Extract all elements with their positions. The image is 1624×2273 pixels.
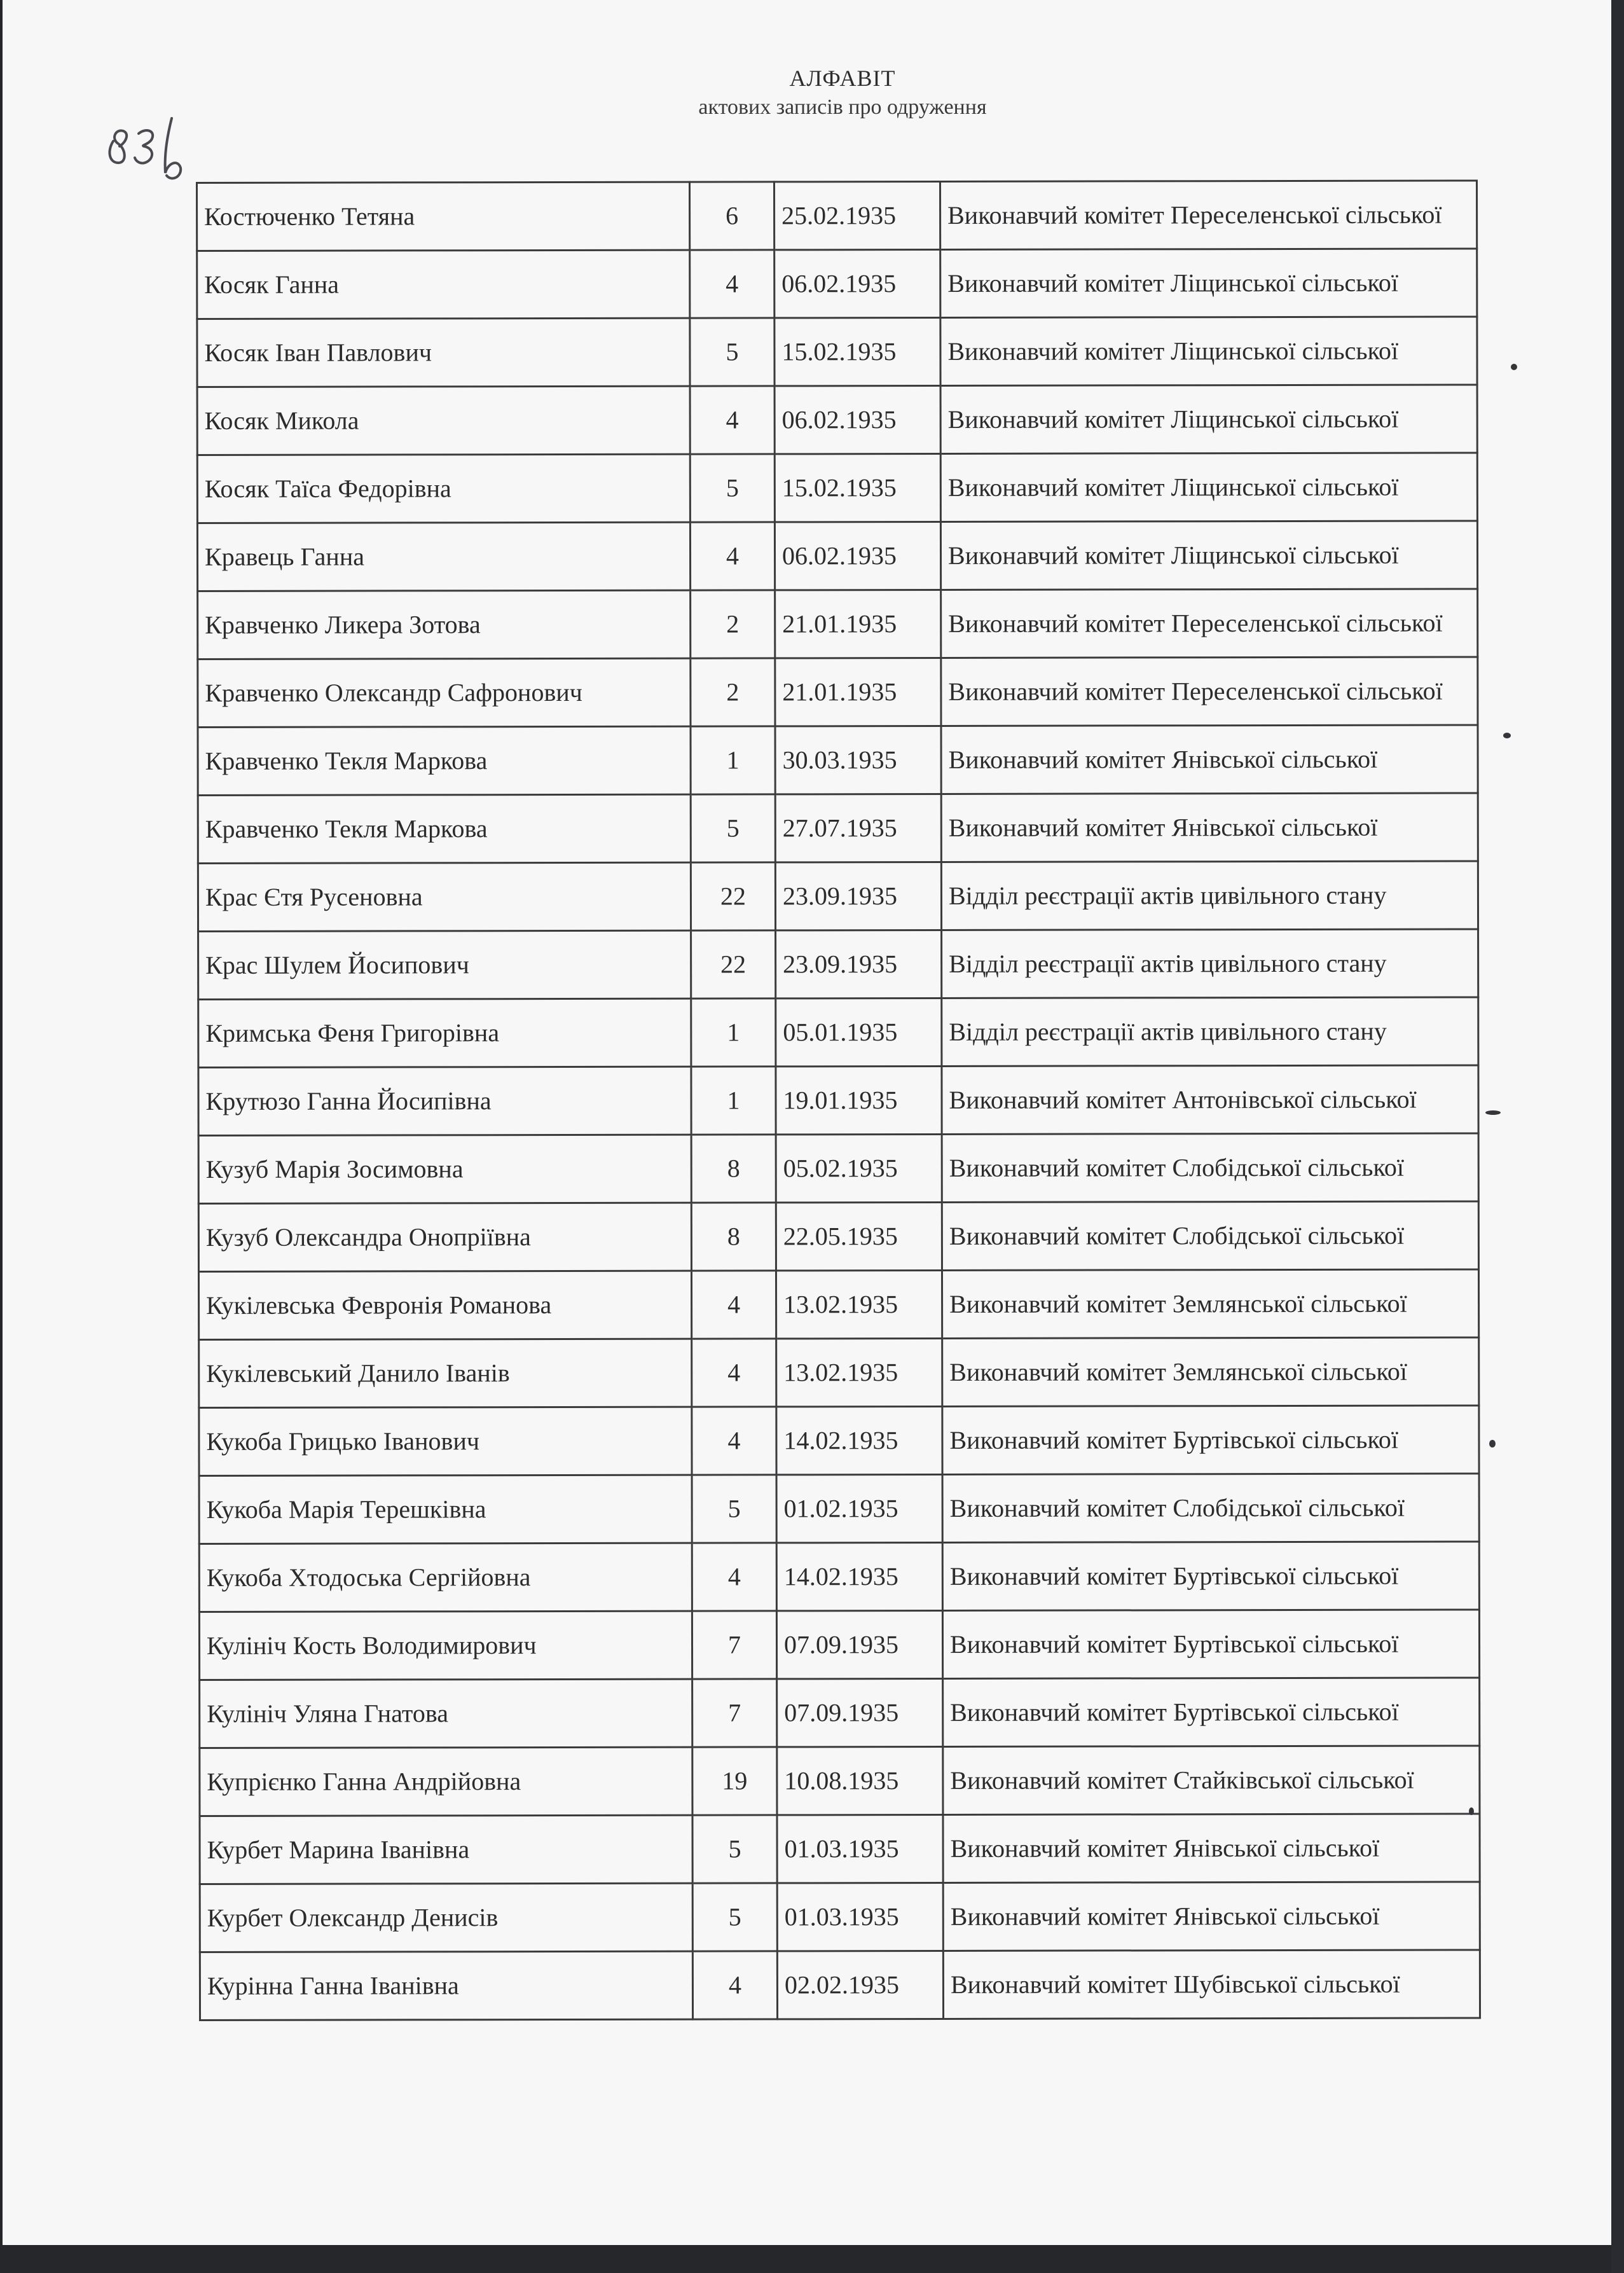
record-number: 19: [692, 1747, 777, 1815]
table-row: [197, 249, 1477, 319]
record-name: Крутюзо Ганна Йосипівна: [198, 1067, 691, 1135]
record-date: 25.02.1935: [774, 181, 940, 249]
record-date: 22.05.1935: [776, 1202, 942, 1270]
record-office: Виконавчий комітет Землянської сільської: [942, 1337, 1479, 1406]
record-date: 06.02.1935: [774, 522, 940, 590]
record-name: Курбет Олександр Денисів: [200, 1883, 692, 1952]
record-office: Виконавчий комітет Ліщинської сільської: [940, 521, 1477, 590]
record-name: Кукілевський Данило Іванів: [199, 1339, 692, 1407]
record-date: 10.08.1935: [777, 1746, 943, 1814]
record-name: Кравченко Олександр Сафронович: [198, 658, 691, 727]
table-row: [200, 1950, 1480, 2021]
document-title: АЛФАВІТ: [789, 66, 896, 91]
table-row: [199, 1337, 1479, 1408]
table-row: [199, 1406, 1479, 1476]
record-office: Виконавчий комітет Ліщинської сільської: [940, 249, 1477, 317]
record-date: 07.09.1935: [777, 1678, 943, 1746]
record-date: 01.03.1935: [777, 1883, 943, 1951]
handwritten-folio-number: [102, 114, 203, 210]
record-name: Купрієнко Ганна Андрійовна: [200, 1747, 692, 1816]
record-number: 7: [692, 1679, 777, 1747]
record-office: Виконавчий комітет Переселенської сільської: [940, 181, 1477, 249]
record-number: 22: [691, 930, 776, 998]
record-office: Виконавчий комітет Янівської сільської: [943, 1882, 1480, 1951]
record-number: 8: [691, 1203, 776, 1271]
record-number: 5: [692, 1883, 777, 1951]
record-number: 4: [690, 250, 774, 318]
table-row: [197, 521, 1477, 591]
record-name: Кравченко Текля Маркова: [198, 794, 691, 863]
record-date: 02.02.1935: [777, 1951, 943, 2019]
record-date: 05.02.1935: [776, 1134, 942, 1202]
record-office: Виконавчий комітет Янівської сільської: [943, 1814, 1480, 1883]
record-number: 5: [692, 1475, 776, 1543]
record-date: 01.03.1935: [777, 1814, 943, 1883]
table-row: [199, 1610, 1479, 1680]
record-date: 06.02.1935: [774, 385, 940, 453]
record-date: 27.07.1935: [775, 794, 941, 862]
record-number: 2: [691, 658, 775, 726]
record-name: Косяк Іван Павлович: [197, 318, 690, 387]
record-number: 4: [690, 522, 774, 590]
record-number: 1: [691, 726, 775, 794]
table-row: [197, 385, 1477, 455]
table-row: [197, 453, 1477, 523]
record-office: Виконавчий комітет Янівської сільської: [941, 793, 1478, 862]
record-date: 13.02.1935: [776, 1270, 942, 1338]
table-row: [198, 1201, 1478, 1272]
table-row: [198, 1133, 1478, 1204]
record-name: Косяк Ганна: [197, 250, 690, 319]
table-row: [197, 181, 1477, 251]
record-number: 22: [691, 862, 775, 930]
record-number: 4: [692, 1951, 777, 2019]
record-date: 07.09.1935: [776, 1610, 942, 1678]
scan-speck: [1469, 1807, 1474, 1815]
record-office: Виконавчий комітет Буртівської сільської: [942, 1406, 1479, 1474]
record-office: Відділ реєстрації актів цивільного стану: [941, 861, 1478, 930]
record-date: 23.09.1935: [776, 930, 942, 998]
record-office: Виконавчий комітет Ліщинської сільської: [940, 453, 1477, 522]
record-name: Костюченко Тетяна: [197, 182, 690, 251]
table-row: [198, 657, 1478, 728]
record-name: Кукоба Грицько Іванович: [199, 1407, 692, 1475]
record-name: Кулініч Уляна Гнатова: [200, 1679, 692, 1748]
scan-speck: [1511, 364, 1517, 370]
record-office: Виконавчий комітет Ліщинської сільської: [940, 385, 1477, 453]
record-date: 14.02.1935: [776, 1406, 942, 1474]
record-office: Виконавчий комітет Антонівської сільської: [942, 1065, 1478, 1134]
record-name: Кравець Ганна: [197, 522, 690, 591]
record-number: 5: [691, 794, 775, 862]
record-number: 8: [691, 1135, 776, 1203]
marriage-records-table: [196, 179, 1481, 2021]
record-office: Виконавчий комітет Слобідської сільської: [942, 1201, 1478, 1270]
record-date: 21.01.1935: [775, 658, 941, 726]
record-number: 4: [692, 1339, 776, 1407]
record-name: Кузуб Олександра Онопріївна: [198, 1203, 691, 1271]
record-name: Кулініч Кость Володимирович: [199, 1611, 692, 1680]
table-row: [198, 861, 1478, 932]
record-office: Виконавчий комітет Стайківської сільської: [943, 1746, 1480, 1814]
table-row: [198, 1269, 1478, 1340]
record-office: Виконавчий комітет Буртівської сільської: [943, 1678, 1480, 1746]
record-office: Відділ реєстрації актів цивільного стану: [942, 929, 1478, 998]
record-date: 30.03.1935: [775, 726, 941, 794]
table-row: [198, 929, 1478, 1000]
record-office: Виконавчий комітет Слобідської сільської: [942, 1474, 1479, 1542]
record-date: 21.01.1935: [775, 590, 941, 658]
record-number: 4: [690, 386, 774, 454]
record-office: Виконавчий комітет Янівської сільської: [941, 725, 1478, 794]
record-number: 5: [690, 454, 774, 522]
scan-speck: [1489, 1440, 1496, 1447]
table-row: [198, 1065, 1478, 1136]
record-date: 05.01.1935: [776, 998, 942, 1066]
record-date: 15.02.1935: [774, 317, 940, 385]
record-number: 5: [690, 318, 774, 386]
record-name: Кримська Феня Григорівна: [198, 998, 691, 1067]
record-date: 13.02.1935: [776, 1338, 942, 1406]
record-number: 1: [691, 998, 776, 1067]
record-name: Кравченко Ликера Зотова: [198, 590, 691, 659]
record-office: Виконавчий комітет Переселенської сільської: [941, 589, 1478, 658]
record-date: 14.02.1935: [776, 1542, 942, 1610]
record-date: 15.02.1935: [774, 453, 940, 522]
scan-speck: [1485, 1110, 1501, 1115]
record-name: Косяк Таїса Федорівна: [197, 454, 690, 523]
record-date: 01.02.1935: [776, 1474, 942, 1542]
record-name: Крас Шулем Йосипович: [198, 930, 691, 999]
record-name: Кукілевська Февронія Романова: [198, 1271, 691, 1339]
record-office: Виконавчий комітет Буртівської сільської: [942, 1542, 1479, 1610]
record-office: Виконавчий комітет Буртівської сільської: [942, 1610, 1479, 1678]
table-row: [198, 793, 1478, 864]
record-number: 4: [691, 1271, 776, 1339]
record-number: 7: [692, 1611, 776, 1679]
record-name: Курбет Марина Іванівна: [200, 1815, 692, 1884]
record-name: Кукоба Хтодоська Сергійовна: [199, 1543, 692, 1612]
scan-speck: [1503, 733, 1511, 738]
record-date: 06.02.1935: [774, 249, 940, 317]
table-row: [198, 997, 1478, 1068]
table-row: [197, 317, 1477, 387]
document-subtitle: актових записів про одруження: [698, 95, 987, 119]
table-row: [198, 725, 1478, 796]
table-row: [199, 1542, 1479, 1612]
table-row: [199, 1474, 1479, 1544]
record-number: 4: [692, 1407, 776, 1475]
record-date: 23.09.1935: [775, 862, 941, 930]
table-row: [200, 1746, 1480, 1816]
table-row: [198, 589, 1478, 660]
record-name: Крас Єтя Русеновна: [198, 862, 691, 931]
scan-background-edge: [1611, 0, 1624, 2273]
record-number: 4: [692, 1543, 776, 1611]
record-number: 5: [692, 1815, 777, 1883]
record-name: Кравченко Текля Маркова: [198, 726, 691, 795]
record-office: Виконавчий комітет Ліщинської сільської: [940, 317, 1477, 385]
record-name: Косяк Микола: [197, 386, 690, 455]
record-name: Кукоба Марія Терешківна: [199, 1475, 692, 1544]
record-number: 2: [691, 590, 775, 658]
record-office: Виконавчий комітет Землянської сільської: [942, 1269, 1478, 1338]
record-number: 1: [691, 1067, 776, 1135]
table-row: [200, 1814, 1480, 1884]
record-name: Курінна Ганна Іванівна: [200, 1951, 692, 2020]
record-number: 6: [690, 182, 774, 250]
record-date: 19.01.1935: [776, 1066, 942, 1134]
record-office: Виконавчий комітет Шубівської сільської: [943, 1950, 1480, 2019]
table-row: [200, 1678, 1480, 1748]
record-name: Кузуб Марія Зосимовна: [198, 1135, 691, 1203]
record-office: Виконавчий комітет Переселенської сільської: [941, 657, 1478, 726]
record-office: Відділ реєстрації актів цивільного стану: [942, 997, 1478, 1066]
record-office: Виконавчий комітет Слобідської сільської: [942, 1133, 1478, 1202]
table-row: [200, 1882, 1480, 1952]
